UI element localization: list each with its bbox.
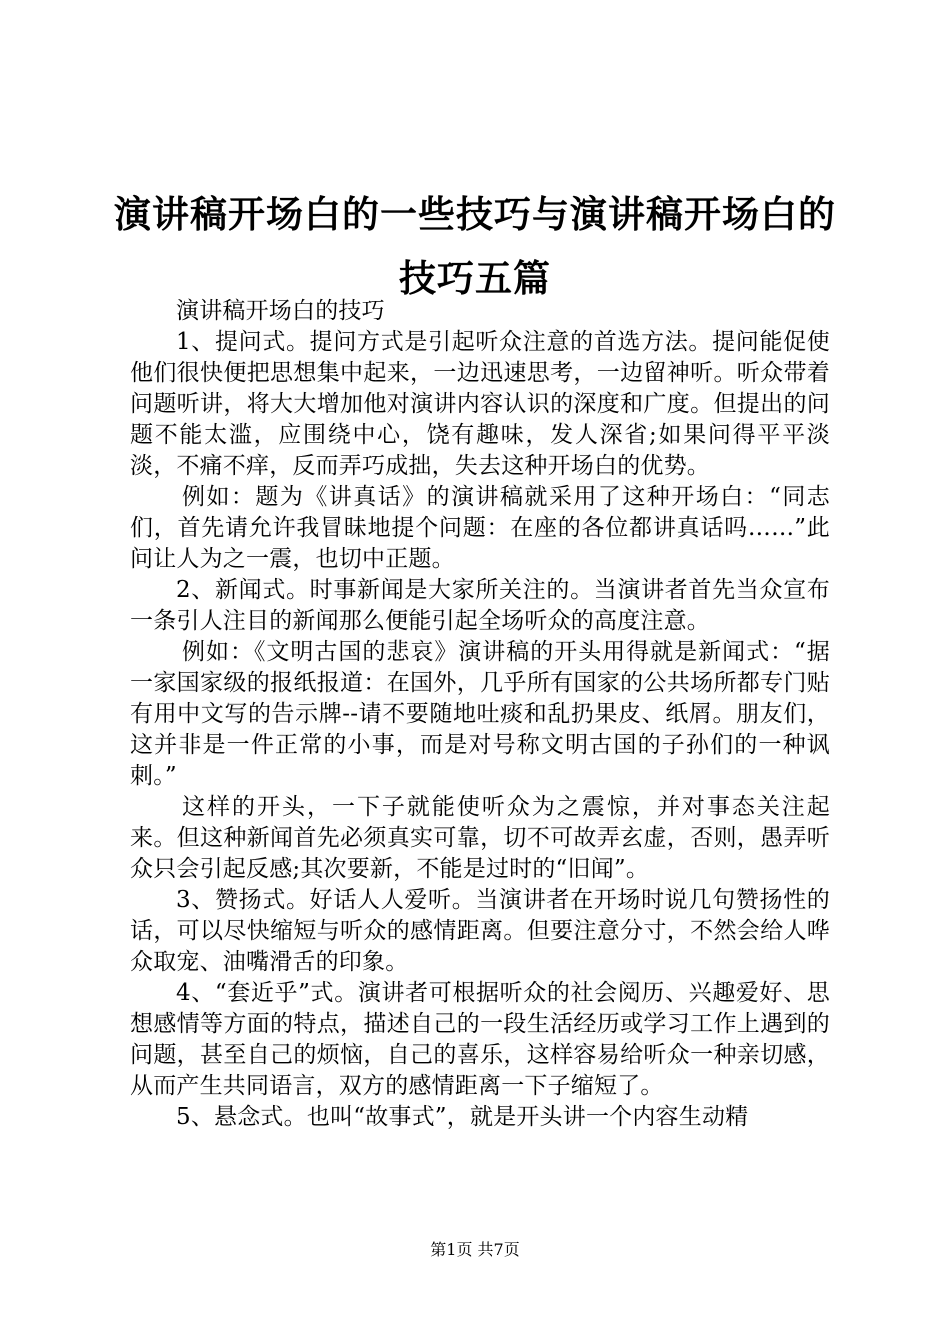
- page-number: 第1页 共7页: [430, 1240, 520, 1259]
- paragraph: 2、新闻式。时事新闻是大家所关注的。当演讲者首先当众宣布一条引人注目的新闻那么便能引起全场听众的高度注意。: [130, 577, 830, 634]
- document-title: 演讲稿开场白的一些技巧与演讲稿开场白的技巧五篇: [114, 192, 836, 300]
- paragraph: 例如：题为《讲真话》的演讲稿就采用了这种开场白：“同志们，首先请允许我冒昧地提个问题：在座的各位都讲真话吗……”此问让人为之一震，也切中正题。: [130, 484, 830, 572]
- paragraph: 3、赞扬式。好话人人爱听。当演讲者在开场时说几句赞扬性的话，可以尽快缩短与听众的感情距离。但要注意分寸，不然会给人哗众取宠、油嘴滑舌的印象。: [130, 887, 830, 975]
- paragraph: 这样的开头，一下子就能使听众为之震惊，并对事态关注起来。但这种新闻首先必须真实可靠，切不可故弄玄虚，否则，愚弄听众只会引起反感;其次要新，不能是过时的“旧闻”。: [130, 794, 830, 882]
- paragraph: 4、“套近乎”式。演讲者可根据听众的社会阅历、兴趣爱好、思想感情等方面的特点，描述自己的一段生活经历或学习工作上遇到的问题，甚至自己的烦恼，自己的喜乐，这样容易给听众一种亲切感，从而产生共同语言，双方的感情距离一下子缩短了。: [130, 980, 830, 1099]
- document-body: [130, 296, 830, 1133]
- paragraph: 例如：《文明古国的悲哀》演讲稿的开头用得就是新闻式：“据一家国家级的报纸报道：在国外，几乎所有国家的公共场所都专门贴有用中文写的告示牌--请不要随地吐痰和乱扔果皮、纸屑。朋友们，这并非是一件正常的小事，而是对号称文明古国的子孙们的一种讽刺。”: [130, 639, 830, 789]
- paragraph: 1、提问式。提问方式是引起听众注意的首选方法。提问能促使他们很快便把思想集中起来，一边迅速思考，一边留神听。听众带着问题听讲，将大大增加他对演讲内容认识的深度和广度。但提出的问题不能太滥，应围绕中心，饶有趣味，发人深省;如果问得平平淡淡，不痛不痒，反而弄巧成拙，失去这种开场白的优势。: [130, 329, 830, 479]
- section-heading: 演讲稿开场白的技巧: [176, 298, 385, 324]
- paragraph: 5、悬念式。也叫“故事式”，就是开头讲一个内容生动精: [176, 1104, 749, 1130]
